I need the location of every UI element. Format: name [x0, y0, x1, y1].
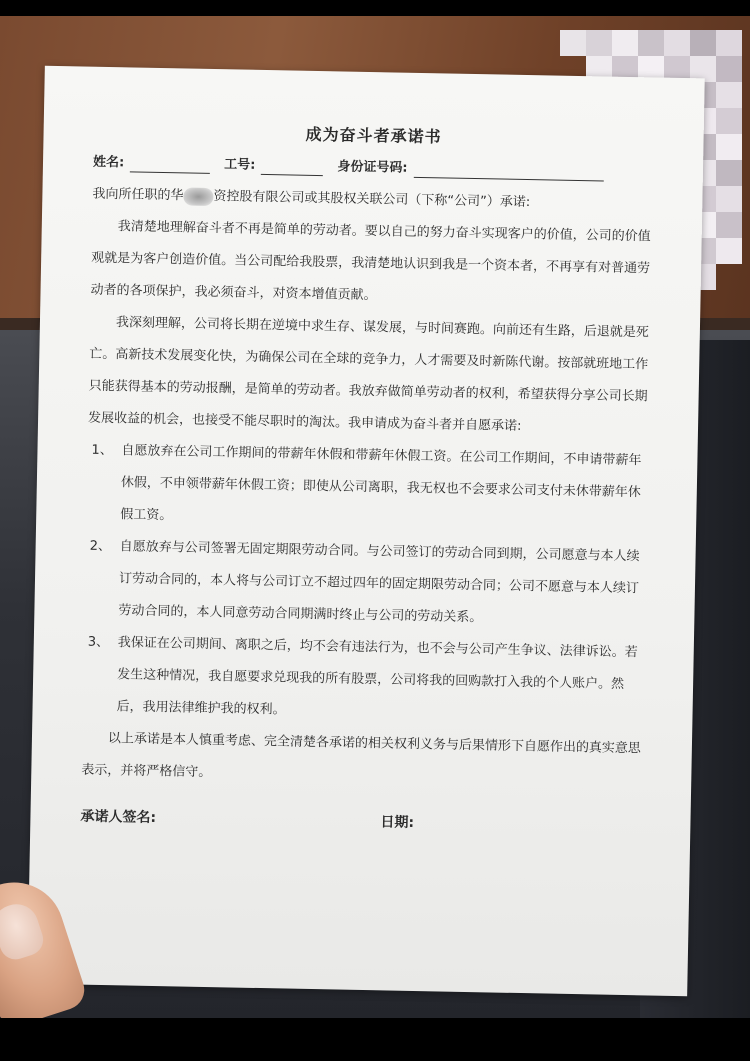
commitment-item-2 — [84, 531, 646, 638]
bottom-letterbox — [0, 1018, 750, 1061]
item-text: 我保证在公司期间、离职之后，均不会有违法行为，也不会与公司产生争议、法律诉讼。若发生这种情况，我自愿要求兑现我的所有股票，公司将我的回购款打入我的个人账户。然后，我用法律维护我的权利。 — [116, 635, 638, 718]
employee-id-blank — [261, 157, 323, 175]
item-number: 2、 — [89, 538, 112, 555]
item-text: 自愿放弃与公司签署无固定期限劳动合同。与公司签订的劳动合同到期，公司愿意与本人续订劳动合同的，本人将与公司订立不超过四年的固定期限劳动合同；公司不愿意与本人续订劳动合同的，本人同意劳动合同期满时终止与公司的劳动关系。 — [118, 539, 640, 626]
intro-after-redaction: 资控股有限公司或其股权关联公司（下称“公司”）承诺: — [213, 189, 531, 211]
paragraph-2: 我深刻理解，公司将长期在逆境中求生存、谋发展，与时间赛跑。向前还有生路，后退就是死亡。高新技术发展变化快，为确保公司在全球的竞争力，人才需要及时新陈代谢。按部就班地工作只能获得基本的劳动报酬，是简单的劳动者。我放弃做简单劳动者的权利，希望获得分享公司长期发展收益的机会，也接受不能尽职时的淘汰。我申请成为奋斗者并自愿承诺: — [87, 315, 650, 434]
paragraph-1: 我清楚地理解奋斗者不再是简单的劳动者。要以自己的努力奋斗实现客户的价值，公司的价值观就是为客户创造价值。当公司配给我股票，我清楚地认识到我是一个资本者，不再享有对普通劳动者的各项保护，我必须奋斗，对资本增值贡献。 — [90, 219, 651, 304]
closing-paragraph: 以上承诺是本人慎重考虑、完全清楚各承诺的相关权利义务与后果情形下自愿作出的真实意思表示，并将严格信守。 — [81, 731, 642, 781]
signature-row — [80, 801, 641, 844]
commitment-item-1 — [86, 435, 648, 542]
idcard-label: 身份证号码: — [337, 159, 408, 176]
date-label: 日期: — [380, 814, 415, 831]
name-label: 姓名: — [92, 154, 125, 171]
top-letterbox — [0, 0, 750, 16]
document-content — [80, 115, 654, 844]
signer-label: 承诺人签名: — [80, 808, 157, 827]
item-text: 自愿放弃在公司工作期间的带薪年休假和带薪年休假工资。在公司工作期间，不申请带薪年休假，不申领带薪年休假工资；即使从公司离职，我无权也不会要求公司支付未休带薪年休假工资。 — [120, 443, 642, 524]
document-paper — [27, 66, 705, 997]
idcard-blank — [413, 160, 603, 181]
blurred-redaction — [183, 187, 213, 206]
employee-id-label: 工号: — [224, 157, 256, 173]
intro-before-redaction: 我向所任职的华 — [92, 186, 184, 204]
document-title: 成为奋斗者承诺书 — [305, 124, 442, 147]
name-blank — [130, 155, 210, 174]
item-number: 3、 — [87, 634, 110, 651]
item-number: 1、 — [91, 442, 113, 459]
commitment-item-3 — [82, 627, 644, 734]
